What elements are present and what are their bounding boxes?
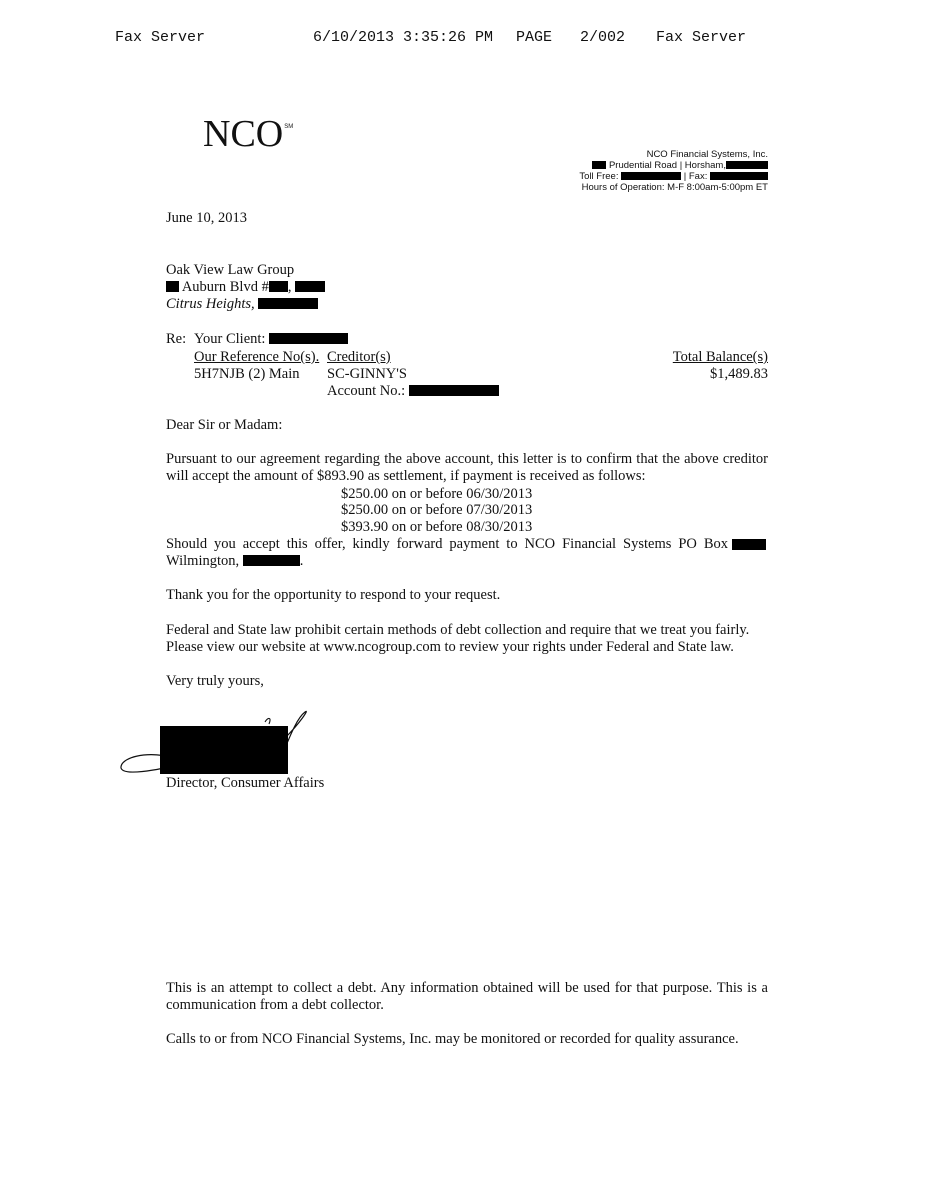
company-logo bbox=[203, 112, 293, 156]
letter-date: June 10, 2013 bbox=[166, 210, 247, 226]
redaction bbox=[710, 172, 768, 180]
thanks-line: Thank you for the opportunity to respond to your request. bbox=[166, 587, 501, 603]
redaction bbox=[621, 172, 681, 180]
service-mark: SM bbox=[284, 124, 294, 130]
fax-header-page-number: 2/002 bbox=[580, 29, 626, 46]
body-line: Wilmington, . bbox=[166, 553, 304, 569]
recipient-street: Auburn Blvd # , bbox=[166, 279, 325, 296]
payment-item: $393.90 on or before 08/30/2013 bbox=[341, 519, 533, 535]
company-address-block bbox=[508, 149, 768, 193]
company-hours: Hours of Operation: M-F 8:00am-5:00pm ET bbox=[581, 182, 768, 193]
company-name: NCO Financial Systems, Inc. bbox=[646, 149, 768, 160]
creditor-header: Creditor(s) bbox=[327, 349, 391, 365]
recipient-name: Oak View Law Group bbox=[166, 262, 295, 278]
body-line: Should you accept this offer, kindly forward payment to NCO Financial Systems PO Box bbox=[166, 536, 728, 552]
reference-value: 5H7NJB (2) Main bbox=[194, 366, 300, 382]
body-line: will accept the amount of $893.90 as settlement, if payment is received as follows: bbox=[166, 468, 646, 484]
re-label: Re: bbox=[166, 331, 187, 347]
creditor-value: SC-GINNY'S bbox=[327, 366, 407, 382]
fax-header-datetime: 6/10/2013 3:35:26 PM bbox=[313, 29, 494, 46]
redaction bbox=[726, 161, 768, 169]
monitoring-notice: Calls to or from NCO Financial Systems, Inc. may be monitored or recorded for quality assurance. bbox=[166, 1031, 739, 1047]
redaction bbox=[732, 539, 766, 550]
balance-header: Total Balance(s) bbox=[672, 349, 768, 365]
fax-header-left: Fax Server bbox=[115, 29, 206, 46]
redaction bbox=[258, 298, 318, 309]
redaction bbox=[592, 161, 606, 169]
salutation: Dear Sir or Madam: bbox=[166, 417, 283, 433]
redaction bbox=[269, 333, 348, 344]
balance-value: $1,489.83 bbox=[710, 366, 768, 382]
payment-item: $250.00 on or before 07/30/2013 bbox=[341, 502, 533, 518]
company-address: Prudential Road | Horsham, bbox=[508, 160, 768, 171]
debt-notice-line: This is an attempt to collect a debt. Any information obtained will be used for that purpose. This is a bbox=[166, 980, 768, 996]
redaction bbox=[409, 385, 499, 396]
redaction bbox=[269, 281, 288, 292]
redaction bbox=[243, 555, 300, 566]
payment-item: $250.00 on or before 06/30/2013 bbox=[341, 486, 533, 502]
client-line: Your Client: bbox=[194, 331, 348, 348]
fax-header-right: Fax Server bbox=[656, 29, 747, 46]
debt-notice-line: communication from a debt collector. bbox=[166, 997, 384, 1013]
body-line: Pursuant to our agreement regarding the above account, this letter is to confirm that the above creditor bbox=[166, 451, 768, 467]
law-line: Please view our website at www.ncogroup.com to review your rights under Federal and State law. bbox=[166, 639, 734, 655]
company-phones: Toll Free: | Fax: bbox=[508, 171, 768, 182]
recipient-city: Citrus Heights, bbox=[166, 296, 318, 313]
fax-header-page-label: PAGE bbox=[516, 29, 553, 46]
law-line: Federal and State law prohibit certain methods of debt collection and require that we treat you fairly. bbox=[166, 622, 750, 638]
redaction bbox=[295, 281, 325, 292]
redaction bbox=[166, 281, 179, 292]
account-line: Account No.: bbox=[327, 383, 499, 400]
signer-title: Director, Consumer Affairs bbox=[166, 775, 325, 791]
logo-text: NCO bbox=[203, 113, 284, 155]
signature-redaction bbox=[160, 726, 288, 774]
reference-header: Our Reference No(s). bbox=[194, 349, 320, 365]
closing: Very truly yours, bbox=[166, 673, 264, 689]
